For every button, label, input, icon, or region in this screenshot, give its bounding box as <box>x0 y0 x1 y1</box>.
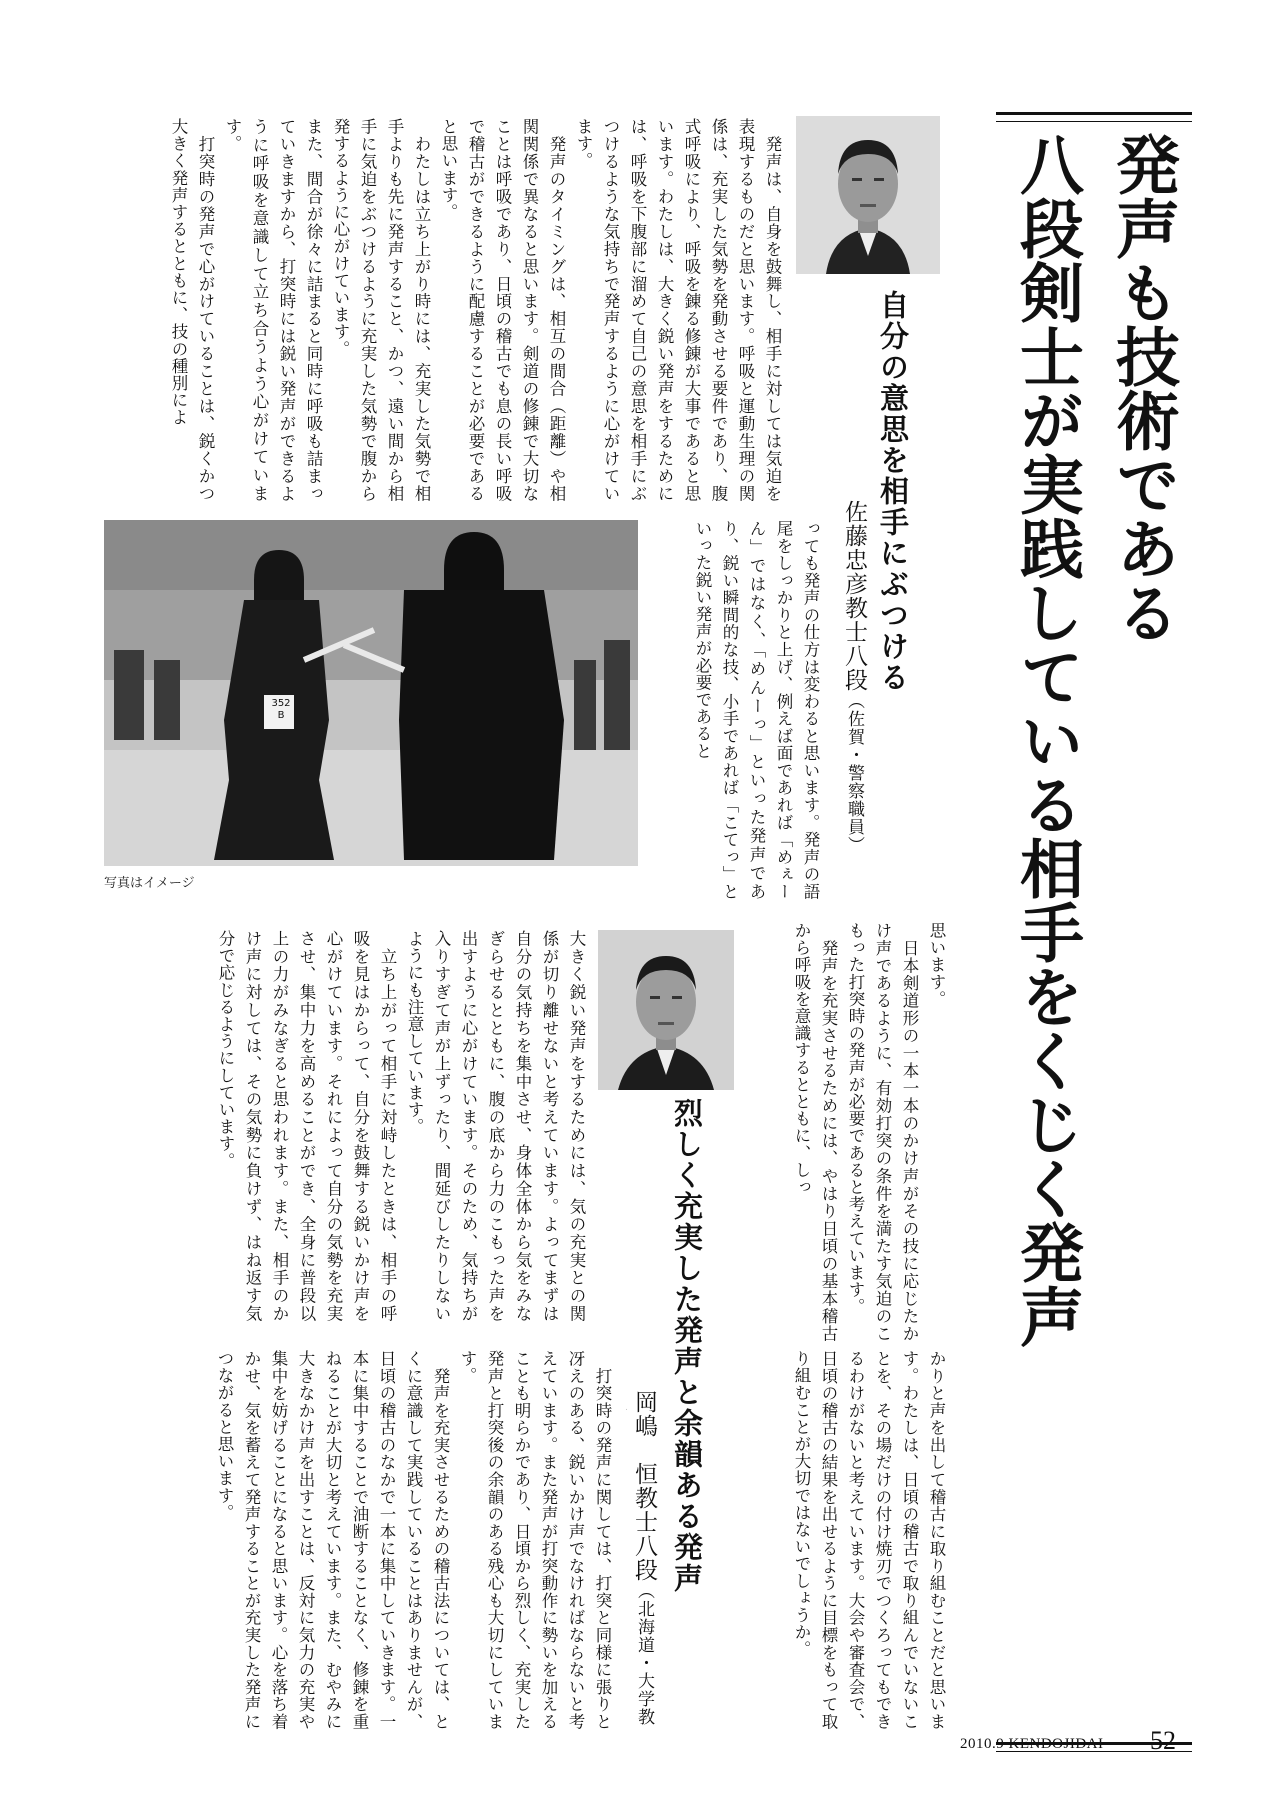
section2-affiliation: （北海道・大学教 <box>634 1582 654 1726</box>
headline <box>996 132 1192 1732</box>
section1-author: 佐藤忠彦教士八段 <box>841 500 867 692</box>
headline-frame <box>996 112 1192 1752</box>
section2-bottom-text: 打突時の発声に関しては、打突と同様に張りと冴えのある、鋭いかけ声でなければならないと考えています。また発声が打突動作に勢いを加えることも明らかであり、日頃から烈しく、充実した発声と打突後の余韻のある残心も大切にしています。 発声を充実させるための稽古法については、とくに意識して実践していることはありませんが、日頃の稽古のなかで一本に集中していきます。一本に集中することで油断することなく、修錬を重ねることが大切と考えています。また、むやみに大きなかけ声を出すことは、反対に気力の充実や集中を妨げることになると思います。心を落ち着かせ、気を蓄えて発声することが充実した発声につながると思います。 <box>215 1350 612 1730</box>
photo-tag: 352 B <box>271 698 291 721</box>
photo-caption: 写真はイメージ <box>104 876 195 891</box>
section1-bottom-text: かりと声を出して稽古に取り組むことだと思います。わたしは、日頃の稽古で取り組んでいないことを、その場だけの付け焼刃でつくろってもできるわけがないと考えています。大会や審査会で、日頃の稽古の結果を出せるように目標をもって取り組むことが大切ではないでしょうか。 <box>792 1350 946 1730</box>
section1-byline <box>836 500 868 930</box>
headline-line-1: 発声も技術である <box>1105 132 1179 644</box>
section2-author: 岡嶋 恒教士八段 <box>631 1390 657 1582</box>
footer-issue: 2010.9 KENDOJIDAI <box>960 1736 1104 1752</box>
section2-subtitle: 烈しく充実した発声と余韻ある発声 <box>670 1098 704 1594</box>
section2-byline <box>626 1390 658 1730</box>
section1-top-text: 発声は、自身を鼓舞し、相手に対しては気迫を表現するものだと思います。呼吸と運動生理の関係は、充実した気勢を発動させる要件であり、腹式呼吸により、呼吸を錬る修錬が大事であると思います。わたしは、大きく鋭い発声をするためには、呼吸を下腹部に溜めて自己の意思を相手にぶつけるような気持ちで発声するように心がけています。 発声のタイミングは、相互の間合（距離）や相関関係で異なると思います。剣道の修錬で大切なことは呼吸であり、日頃の稽古でも息の長い呼吸で稽古ができるように配慮することが必要であると思います。 わたしは立ち上がり時には、充実した気勢で相手よりも先に発声すること、かつ、遠い間から相手に気迫をぶつけるように充実した気勢で腹から発するように心がけています。 また、間合が徐々に詰まると同時に呼吸も詰まっていきますから、打突時には鋭い発声ができるように呼吸を意識して立ち合うよう心がけています。 打突時の発声で心がけていることは、鋭くかつ大きく発声するとともに、技の種別によ <box>169 118 782 502</box>
headline-rule-top <box>996 112 1192 122</box>
kendo-action-photo <box>104 520 638 866</box>
section1-subtitle: 自分の意思を相手にぶつける <box>876 290 910 693</box>
page-number: 52 <box>1150 1726 1176 1755</box>
portrait-okajima <box>598 930 734 1090</box>
section1-mid-text: っても発声の仕方は変わると思います。発声の語尾をしっかりと上げ、例えば面であれば「めぇーん」ではなく、「めんーっ」といった発声であり、鋭い瞬間的な技、小手であれば「こてっ」といった鋭い発声が必要であると <box>693 520 820 900</box>
headline-line-2: 八段剣士が実践している相手をくじく発声 <box>1009 132 1083 1348</box>
section2-top-text: 大きく鋭い発声をするためには、気の充実との関係が切り離せないと考えています。よってまずは自分の気持ちを集中させ、身体全体から気をみなぎらせるとともに、腹の底から力のこもった声を出すように心がけています。そのため、気持ちが入りすぎて声が上ずったり、間延びしたりしないようにも注意しています。 立ち上がって相手に対峙したときは、相手の呼吸を見はからって、自分を鼓舞する鋭いかけ声を心がけています。それによって自分の気勢を充実させ、集中力を高めることができ、全身に普段以上の力がみなぎると思われます。また、相手のかけ声に対しては、その気勢に負けず、はね返す気分で応じるようにしています。 <box>216 930 586 1322</box>
section1-affiliation: （佐賀・警察職員） <box>844 692 864 854</box>
section1-lower-text: 思います。 日本剣道形の一本一本のかけ声がその技に応じたかけ声であるように、有効打突の条件を満たす気迫のこもった打突時の発声が必要であると考えています。 発声を充実させるためには、やはり日頃の基本稽古から呼吸を意識するとともに、しっ <box>792 922 946 1342</box>
portrait-sato <box>796 116 940 274</box>
